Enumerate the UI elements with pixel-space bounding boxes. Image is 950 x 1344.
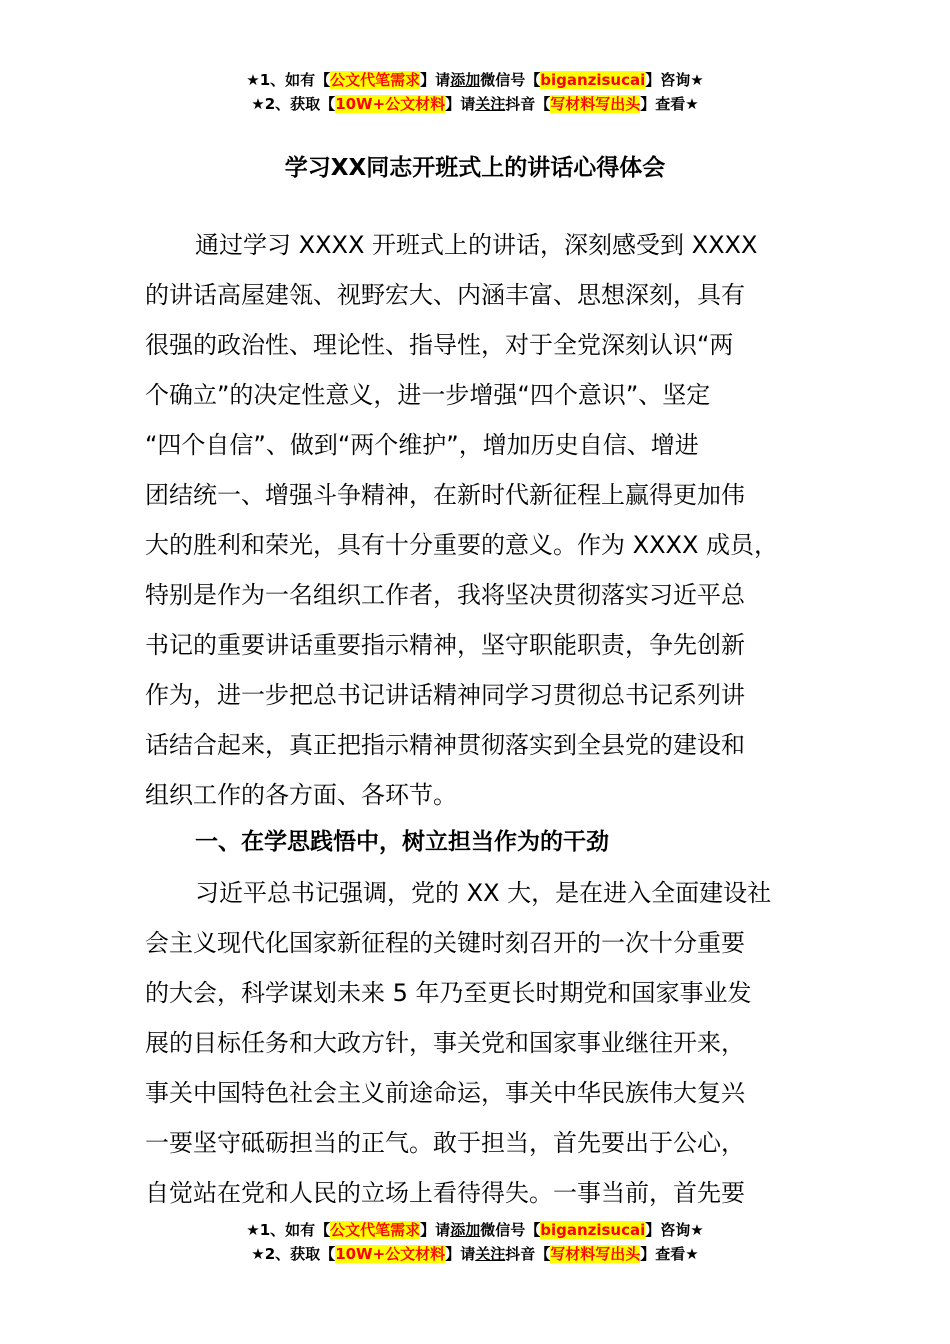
document-title: 学习XX同志开班式上的讲话心得体会 (284, 155, 666, 181)
banner-text: 】咨询★ (645, 71, 704, 89)
paragraph-line: 作为，进一步把总书记讲话精神同学习贯彻总书记系列讲 (145, 681, 745, 709)
banner-text: 】请 (445, 1245, 476, 1263)
paragraph-line: 个确立”的决定性意义，进一步增强“四个意识”、坚定 (145, 381, 711, 409)
top-banner (0, 68, 950, 116)
paragraph-1 (145, 220, 835, 820)
banner-highlight: biganzisucai (540, 1221, 646, 1239)
banner-text: 抖音【 (505, 95, 551, 113)
paragraph-line: 书记的重要讲话重要指示精神，坚守职能职责，争先创新 (145, 631, 745, 659)
paragraph-line: 事关中国特色社会主义前途命运，事关中华民族伟大复兴 (145, 1079, 745, 1107)
paragraph-line: 组织工作的各方面、各环节。 (145, 781, 457, 809)
banner-highlight: 10W+公文材料 (335, 1245, 446, 1263)
banner-highlight: 写材料写出头 (550, 1245, 641, 1263)
banner-text: ★2、获取【 (251, 1245, 336, 1263)
banner-line-2 (0, 1242, 950, 1266)
banner-text: ★2、获取【 (251, 95, 336, 113)
banner-text: 微信号【 (480, 1221, 541, 1239)
bottom-banner (0, 1218, 950, 1266)
banner-highlight: 写材料写出头 (550, 95, 641, 113)
paragraph-line: 展的目标任务和大政方针，事关党和国家事业继往开来， (145, 1029, 745, 1057)
banner-text: 抖音【 (505, 1245, 551, 1263)
paragraph-line: 话结合起来，真正把指示精神贯彻落实到全县党的建设和 (145, 731, 745, 759)
paragraph-line: 会主义现代化国家新征程的关键时刻召开的一次十分重要 (145, 929, 745, 957)
banner-highlight: biganzisucai (540, 71, 646, 89)
banner-line-1 (0, 1218, 950, 1242)
section-heading-1: 一、在学思践悟中，树立担当作为的干劲 (195, 829, 609, 855)
paragraph-line: 自觉站在党和人民的立场上看待得失。一事当前，首先要 (145, 1179, 745, 1207)
banner-highlight: 公文代笔需求 (330, 1221, 421, 1239)
paragraph-line: 的大会，科学谋划未来 5 年乃至更长时期党和国家事业发 (145, 979, 752, 1007)
banner-text: ★1、如有【 (246, 71, 331, 89)
banner-underline: 添加 (450, 1221, 481, 1239)
banner-text: ★1、如有【 (246, 1221, 331, 1239)
banner-text: 】请 (420, 1221, 451, 1239)
banner-highlight: 10W+公文材料 (335, 95, 446, 113)
banner-underline: 关注 (475, 1245, 506, 1263)
banner-highlight: 公文代笔需求 (330, 71, 421, 89)
banner-line-2 (0, 92, 950, 116)
paragraph-line: 团结统一、增强斗争精神，在新时代新征程上赢得更加伟 (145, 481, 745, 509)
banner-text: 微信号【 (480, 71, 541, 89)
paragraph-line: 通过学习 XXXX 开班式上的讲话，深刻感受到 XXXX (195, 231, 758, 259)
paragraph-line: 很强的政治性、理论性、指导性，对于全党深刻认识“两 (145, 331, 734, 359)
banner-text: 】查看★ (640, 1245, 699, 1263)
banner-underline: 关注 (475, 95, 506, 113)
banner-underline: 添加 (450, 71, 481, 89)
banner-text: 】查看★ (640, 95, 699, 113)
paragraph-line: 习近平总书记强调，党的 XX 大，是在进入全面建设社 (195, 879, 772, 907)
paragraph-line: 的讲话高屋建瓴、视野宏大、内涵丰富、思想深刻，具有 (145, 281, 745, 309)
paragraph-line: 一要坚守砥砺担当的正气。敢于担当，首先要出于公心， (145, 1129, 745, 1157)
banner-text: 】请 (420, 71, 451, 89)
banner-text: 】请 (445, 95, 476, 113)
paragraph-line: 大的胜利和荣光，具有十分重要的意义。作为 XXXX 成员， (145, 531, 779, 559)
paragraph-line: “四个自信”、做到“两个维护”，增加历史自信、增进 (145, 431, 699, 459)
banner-line-1 (0, 68, 950, 92)
paragraph-line: 特别是作为一名组织工作者，我将坚决贯彻落实习近平总 (145, 581, 745, 609)
paragraph-2 (145, 868, 835, 1218)
banner-text: 】咨询★ (645, 1221, 704, 1239)
